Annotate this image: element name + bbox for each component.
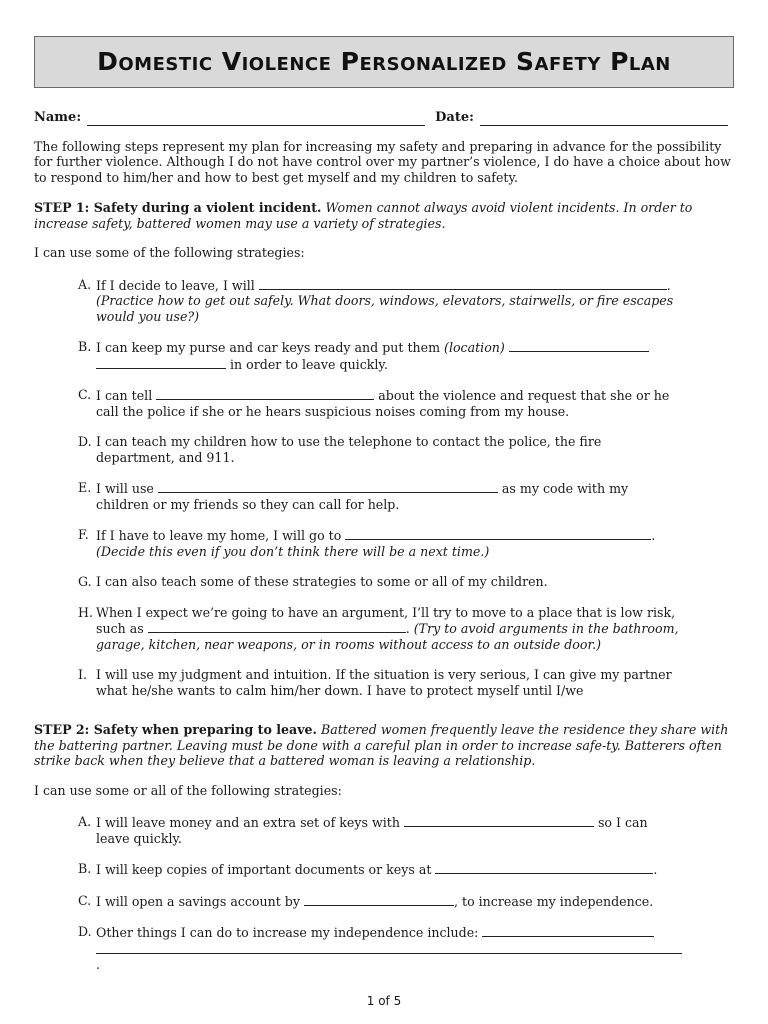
item-label: C. (78, 387, 92, 402)
step2-strategy-list (78, 814, 684, 973)
item-location-hint: (location) (444, 340, 505, 355)
item-hint: (Practice how to get out safely. What doors, windows, elevators, stairwells, or fire escapes would you use?) (96, 293, 674, 324)
item-label: G. (78, 574, 92, 589)
step1-lead: I can use some of the following strategies: (34, 245, 305, 260)
item-text: as my code with my children or my friends so they can call for help. (96, 481, 629, 512)
item-label: D. (78, 434, 92, 449)
item-text: I will open a savings account by (96, 893, 300, 909)
step2-note: Battered women frequently leave the residence they share with the battering partner. Leaving must be done with a careful plan in order to increase safe-ty. Batterers often strike back when they believe that a battered woman is leaving a relationship. (34, 722, 729, 768)
item-text: I can also teach some of these strategies to some or all of my children. (96, 574, 548, 589)
item-text: in order to leave quickly. (230, 356, 388, 372)
neighbor-name-field[interactable] (156, 387, 374, 400)
item-text: I will use my judgment and intuition. If the situation is very serious, I can give my partner what he/she wants to calm him/her down. I have to protect myself until I/we (96, 667, 672, 698)
step1-item-i (78, 667, 684, 698)
item-text: I will leave money and an extra set of keys with (96, 815, 400, 830)
step1-item-e (78, 480, 684, 512)
item-text: I will keep copies of important documents or keys at (96, 862, 432, 877)
step1-heading-paragraph (34, 200, 734, 231)
name-label: Name: (34, 110, 82, 125)
date-field[interactable] (480, 113, 728, 126)
step2-heading: STEP 2: Safety when preparing to leave. (34, 722, 317, 737)
step1-note: Women cannot always avoid violent incidents. In order to increase safety, battered women may use a variety of strategies. (34, 200, 693, 231)
item-text: I will use (96, 481, 154, 496)
item-text: about the violence and request that she or he call the police if she or he hears suspicious noises coming from my house. (96, 388, 670, 419)
item-punct: . (651, 528, 656, 543)
leave-plan-field[interactable] (259, 277, 667, 290)
intro-paragraph: The following steps represent my plan for increasing my safety and preparing in advance for the possibility for further violence. Although I do not have control over my partner’s violence, I do have a choice about how to respond to him/her and how to best get myself and my children to safety. (34, 138, 731, 185)
item-hint: (Decide this even if you don’t think there will be a next time.) (96, 543, 490, 559)
step2-lead: I can use some or all of the following strategies: (34, 782, 342, 798)
keys-location-field[interactable] (509, 339, 649, 352)
name-date-row (34, 110, 734, 126)
item-text: , to increase my independence. (454, 893, 654, 909)
documents-location-field[interactable] (435, 861, 653, 874)
item-label: D. (78, 924, 92, 939)
step2-item-b (78, 861, 684, 878)
item-label: C. (78, 892, 92, 908)
item-text: If I decide to leave, I will (96, 277, 255, 293)
item-punct: . (653, 862, 658, 877)
item-text: Other things I can do to increase my independence include: (96, 925, 479, 940)
safety-plan-document (34, 36, 734, 973)
independence-field[interactable] (482, 924, 654, 937)
step1-item-f (78, 527, 684, 559)
item-label: I. (78, 667, 87, 682)
item-text: If I have to leave my home, I will go to (96, 528, 342, 543)
item-label: F. (78, 527, 89, 542)
step1-item-d (78, 434, 684, 465)
savings-date-field[interactable] (304, 893, 454, 906)
independence-field-2[interactable] (96, 941, 682, 954)
title-banner (34, 36, 734, 88)
item-text: so I can leave quickly. (96, 815, 648, 846)
keys-holder-field[interactable] (404, 814, 594, 827)
document-title: Domestic Violence Personalized Safety Plan (97, 47, 671, 77)
destination-field[interactable] (345, 527, 651, 540)
item-punct: . (666, 277, 671, 293)
step1-item-g (78, 574, 684, 590)
step2-item-a (78, 814, 684, 846)
item-label: E. (78, 480, 92, 495)
step1-heading: STEP 1: Safety during a violent incident. (34, 200, 322, 215)
code-word-field[interactable] (158, 480, 498, 493)
safe-place-field[interactable] (148, 620, 406, 633)
item-label: A. (78, 814, 92, 829)
page-number: 1 of 5 (366, 994, 402, 1008)
step1-strategy-list (78, 277, 684, 699)
item-text: When I expect we’re going to have an argument, I’ll try to move to a place that is low risk, such as (96, 604, 676, 636)
date-label: Date: (435, 110, 474, 125)
item-punct: . (96, 957, 101, 972)
step1-item-a (78, 277, 684, 325)
step2-heading-paragraph (34, 722, 734, 769)
item-label: A. (78, 276, 92, 292)
item-label: B. (78, 339, 92, 354)
step1-item-c (78, 387, 684, 419)
step2-item-c (78, 893, 684, 910)
step1-item-h: H. When I expect we’re going to have an argument, I’ll try to move to a place that is low risk, such as . (Try to avoid arguments in the bathroom, garage, kitchen, near weapons, or in rooms without access to an outside door.) (78, 604, 679, 652)
step1-item-b (78, 339, 684, 372)
name-field[interactable] (87, 113, 425, 126)
item-hint: (Try to avoid arguments in the bathroom, garage, kitchen, near weapons, or in rooms without access to an outside door.) (96, 621, 679, 652)
item-label: B. (78, 861, 92, 876)
item-text: I can keep my purse and car keys ready and put them (96, 340, 441, 355)
item-text: I can tell (96, 388, 153, 403)
step2-item-d (78, 924, 684, 973)
item-label: H. (78, 604, 93, 620)
keys-location-field-2[interactable] (96, 356, 226, 369)
item-text: I can teach my children how to use the telephone to contact the police, the fire department, and 911. (96, 434, 602, 465)
